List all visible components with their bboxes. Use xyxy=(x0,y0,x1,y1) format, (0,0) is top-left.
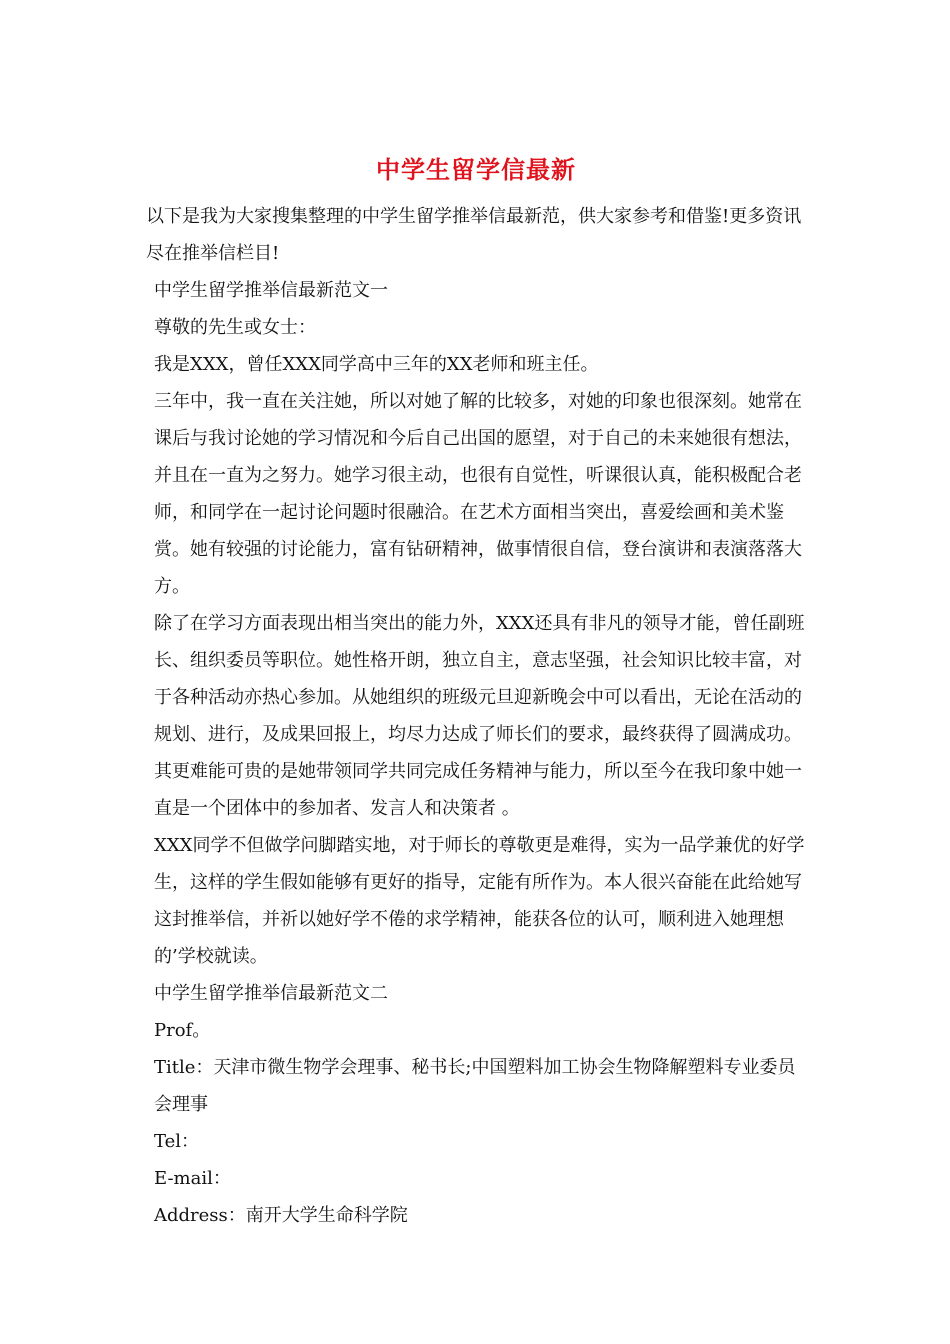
contact-title: Title：天津市微生物学会理事、秘书长;中国塑料加工协会生物降解塑料专业委员会理事 xyxy=(154,1057,796,1115)
contact-tel: Tel： xyxy=(154,1131,200,1152)
letter-paragraph: XXX同学不但做学问脚踏实地，对于师长的尊敬更是难得，实为一品学兼优的好学生，这样的学生假如能够有更好的指导，定能有所作为。本人很兴奋能在此给她写这封推举信，并祈以她好学不倦的求学精神，能获各位的认可，顺利进入她理想的’学校就读。 xyxy=(154,835,805,967)
contact-address: Address：南开大学生命科学院 xyxy=(154,1205,408,1226)
contact-prof: Prof。 xyxy=(154,1020,211,1041)
intro-paragraph: 以下是我为大家搜集整理的中学生留学推举信最新范，供大家参考和借鉴!更多资讯尽在推举信栏目! xyxy=(146,206,802,264)
salutation: 尊敬的先生或女士： xyxy=(154,317,316,338)
document-title: 中学生留学信最新 xyxy=(376,155,576,184)
contact-email: E-mail： xyxy=(154,1168,231,1189)
letter-paragraph: 三年中，我一直在关注她，所以对她了解的比较多，对她的印象也很深刻。她常在课后与我讨论她的学习情况和今后自己出国的愿望，对于自己的未来她很有想法，并且在一直为之努力。她学习很主动，也很有自觉性，听课很认真，能积极配合老师，和同学在一起讨论问题时很融洽。在艺术方面相当突出，喜爱绘画和美术鉴赏。她有较强的讨论能力，富有钻研精神，做事情很自信，登台演讲和表演落落大方。 xyxy=(154,391,802,597)
document-page xyxy=(146,150,806,1234)
section-heading-2: 中学生留学推举信最新范文二 xyxy=(154,983,388,1004)
section-heading-1: 中学生留学推举信最新范文一 xyxy=(154,280,388,301)
letter-paragraph: 除了在学习方面表现出相当突出的能力外，XXX还具有非凡的领导才能，曾任副班长、组织委员等职位。她性格开朗，独立自主，意志坚强，社会知识比较丰富，对于各种活动亦热心参加。从她组织的班级元旦迎新晚会中可以看出，无论在活动的规划、进行，及成果回报上，均尽力达成了师长们的要求，最终获得了圆满成功。其更难能可贵的是她带领同学共同完成任务精神与能力，所以至今在我印象中她一直是一个团体中的参加者、发言人和决策者 。 xyxy=(154,613,805,819)
letter-paragraph: 我是XXX，曾任XXX同学高中三年的XX老师和班主任。 xyxy=(154,354,599,375)
